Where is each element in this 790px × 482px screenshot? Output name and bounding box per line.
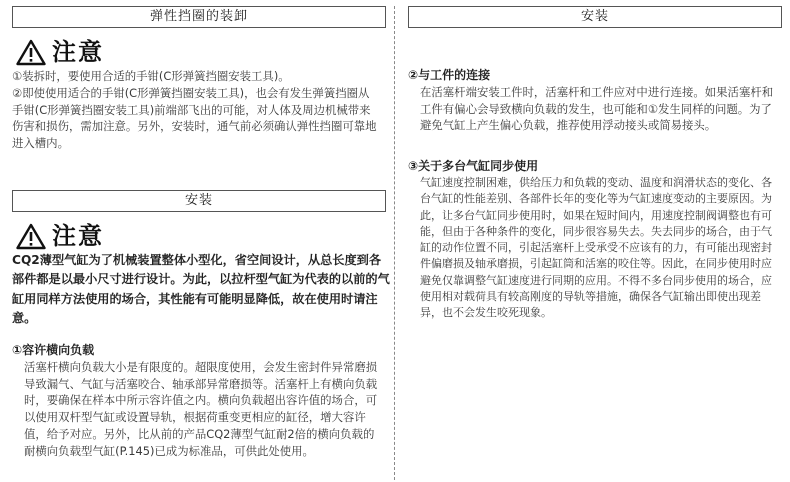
caution-heading	[16, 38, 104, 66]
section-title-text: 安装	[580, 9, 609, 24]
section-title-installation-cont	[408, 6, 782, 28]
right-column	[395, 0, 790, 482]
item-1-title: ①容许横向负载	[12, 343, 95, 357]
caution-label: 注意	[52, 222, 104, 250]
section-title-text: 弹性挡圈的装卸	[149, 9, 248, 24]
item-2-title: ②与工件的连接	[408, 68, 491, 82]
section-title-installation	[12, 190, 386, 212]
item-3-title: ③关于多台气缸同步使用	[408, 159, 539, 173]
warning-triangle-icon	[16, 223, 46, 250]
item-1-body: 活塞杆横向负载大小是有限度的。超限度使用，会发生密封件异常磨损导致漏气、气缸与活塞咬合、轴承部异常磨损等。活塞杆上有横向负载时，要确保在样本中所示容许值之内。横向负载超出容许值的场合，可以使用双杆型气缸或设置导轨，根据荷重变更相应的缸径，增大容许值，给予对应。另外，比从前的产品CQ2薄型气缸耐2倍的横向负载的耐横向负载型气缸(P.145)已成为标准品，可供此处使用。	[24, 360, 378, 458]
section-title-retaining-ring	[12, 6, 386, 28]
warning-triangle-icon	[16, 39, 46, 66]
item-2-body: 在活塞杆端安装工件时，活塞杆和工件应对中进行连接。如果活塞杆和工件有偏心会导致横向负载的发生，也可能和①发生同样的问题。为了避免气缸上产生偏心负载，推荐使用浮动接头或简易接头。	[420, 85, 774, 133]
caution-label: 注意	[52, 38, 104, 66]
intro-paragraph: CQ2薄型气缸为了机械装置整体小型化，省空间设计，从总长度到各部件都是以最小尺寸进行设计。为此，以拉杆型气缸为代表的以前的气缸用同样方法使用的场合，其性能有可能明显降低，故在使用时请注意。	[12, 253, 390, 326]
note-1: ①装拆时，要使用合适的手钳(C形弹簧挡圈安装工具)。	[12, 69, 290, 83]
note-2: ②即使使用适合的手钳(C形弹簧挡圈安装工具)，也会有发生弹簧挡圈从手钳(C形弹簧挡圈安装工具)前端部飞出的可能，对人体及周边机械带来伤害和损伤，需加注意。另外，安装时，通气前必须确认弹性挡圈可靠地进入槽内。	[12, 86, 377, 150]
item-3-body: 气缸速度控制困难，供给压力和负载的变动、温度和润滑状态的变化、各台气缸的性能差别、各部件长年的变化等为气缸速度变动的主要原因。为此，让多台气缸同步使用时，如果在短时间内，用速度控制阀调整也有可能，但由于各种条件的变化，同步很容易失去。失去同步的场合，由于气缸的动作位置不同，引起活塞杆上受承受不应该有的力，有可能出现密封件偏磨损及轴承磨损，引起缸筒和活塞的咬住等。因此，在同步使用时应避免仅靠调整气缸速度进行同期的应用。不得不多台同步使用的场合，应使用相对载荷具有较高刚度的导轨等措施，确保各气缸输出即使出现差异，也不会发生咬死现象。	[420, 176, 772, 320]
section-title-text: 安装	[184, 193, 213, 208]
caution-heading	[16, 222, 104, 250]
